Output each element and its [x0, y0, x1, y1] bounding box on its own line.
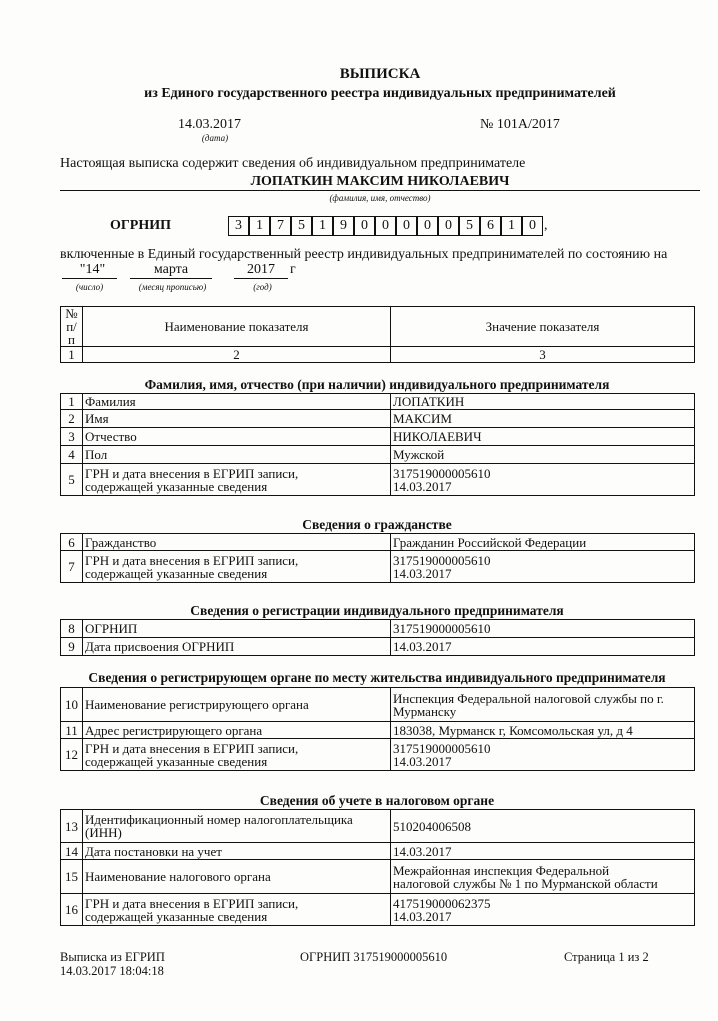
- row-name: Адрес регистрирующего органа: [83, 722, 391, 739]
- ogrnip-digit-box: 1: [312, 216, 333, 236]
- footer-timestamp: 14.03.2017 18:04:18: [60, 964, 164, 978]
- col-value-header: Значение показателя: [391, 307, 695, 347]
- document-subtitle: из Единого государственного реестра индивидуальных предпринимателей: [144, 86, 616, 101]
- footer-page-number: Страница 1 из 2: [564, 950, 649, 964]
- row-value: [391, 688, 695, 722]
- ogrnip-digit-box: 5: [291, 216, 312, 236]
- ogrnip-digit-box: 3: [228, 216, 249, 236]
- ogrnip-digit-box: 9: [333, 216, 354, 236]
- state-year-suffix: г: [290, 262, 296, 277]
- ogrnip-digit-box: 1: [249, 216, 270, 236]
- row-name: Гражданство: [83, 534, 391, 551]
- row-value-line: налоговой службы № 1 по Мурманской области: [393, 875, 658, 891]
- row-value: Мужской: [391, 446, 695, 464]
- footer-left: [60, 950, 165, 978]
- state-year: 2017: [247, 262, 275, 277]
- ogrnip-digit-box: 0: [417, 216, 438, 236]
- row-name-line: (ИНН): [85, 825, 122, 840]
- col-num-header: № п/п: [61, 307, 83, 347]
- document-title: ВЫПИСКА: [339, 66, 421, 82]
- row-number: 16: [61, 894, 83, 926]
- registration-table: [60, 619, 695, 656]
- ogrnip-digit-box: 1: [501, 216, 522, 236]
- row-number: 6: [61, 534, 83, 551]
- row-name: Фамилия: [83, 394, 391, 410]
- row-value: ЛОПАТКИН: [391, 394, 695, 410]
- row-name-line: ГРН и дата внесения в ЕГРИП записи,: [85, 740, 299, 756]
- row-number: 15: [61, 860, 83, 894]
- tax-table: [60, 809, 695, 926]
- entrepreneur-name: ЛОПАТКИН МАКСИМ НИКОЛАЕВИЧ: [250, 174, 510, 189]
- row-name: Отчество: [83, 428, 391, 446]
- row-number: 10: [61, 688, 83, 722]
- row-value-line: Инспекция Федеральной налоговой службы по г.: [393, 690, 664, 706]
- row-name-line: ГРН и дата внесения в ЕГРИП записи,: [85, 465, 299, 481]
- row-number: 2: [61, 410, 83, 428]
- ogrnip-digit-box: 0: [396, 216, 417, 236]
- month-caption: (месяц прописью): [138, 282, 207, 292]
- row-value: [391, 894, 695, 926]
- row-value-line: Мурманску: [393, 703, 457, 719]
- year-underline: [234, 278, 288, 279]
- row-value-line: 14.03.2017: [393, 478, 452, 494]
- citizenship-table: [60, 533, 695, 583]
- row-number: 8: [61, 620, 83, 638]
- ogrnip-digit-box: 0: [354, 216, 375, 236]
- fio-table: [60, 393, 695, 496]
- row-name-line: содержащей указанные сведения: [85, 565, 268, 581]
- col-index-2: 2: [83, 347, 391, 363]
- row-number: 9: [61, 638, 83, 656]
- row-number: 12: [61, 739, 83, 771]
- footer-doc-name: Выписка из ЕГРИП: [60, 950, 165, 964]
- row-name: Имя: [83, 410, 391, 428]
- row-value-line: 14.03.2017: [393, 908, 452, 924]
- row-value: [391, 551, 695, 583]
- row-name: Пол: [83, 446, 391, 464]
- row-value: НИКОЛАЕВИЧ: [391, 428, 695, 446]
- intro-text: Настоящая выписка содержит сведения об индивидуальном предпринимателе: [60, 156, 526, 171]
- extract-date: 14.03.2017: [178, 117, 241, 132]
- row-name-line: содержащей указанные сведения: [85, 908, 268, 924]
- row-value: 14.03.2017: [391, 638, 695, 656]
- row-value: 14.03.2017: [391, 843, 695, 860]
- ogrnip-digit-box: 7: [270, 216, 291, 236]
- row-value: Гражданин Российской Федерации: [391, 534, 695, 551]
- ogrnip-digit-box: 5: [459, 216, 480, 236]
- row-number: 13: [61, 810, 83, 843]
- row-value-line: Межрайонная инспекция Федеральной: [393, 862, 610, 878]
- row-name: [83, 739, 391, 771]
- ogrnip-trailing-comma: ,: [544, 218, 548, 233]
- row-name: Дата постановки на учет: [83, 843, 391, 860]
- row-name-line: ГРН и дата внесения в ЕГРИП записи,: [85, 895, 299, 911]
- row-name: [83, 551, 391, 583]
- day-caption: (число): [75, 282, 104, 292]
- row-value: 317519000005610: [391, 620, 695, 638]
- row-name: Наименование налогового органа: [83, 860, 391, 894]
- registry-state-text: включенные в Единый государственный реестр индивидуальных предпринимателей по состоянию на: [60, 247, 668, 262]
- row-value: [391, 860, 695, 894]
- month-underline: [130, 278, 212, 279]
- ogrnip-digit-box: 0: [438, 216, 459, 236]
- authority-table: [60, 687, 695, 771]
- col-index-1: 1: [61, 347, 83, 363]
- row-value: [391, 464, 695, 496]
- row-name-line: содержащей указанные сведения: [85, 478, 268, 494]
- indicators-header-table: [60, 306, 695, 363]
- row-value-line: 317519000005610: [393, 740, 491, 756]
- row-number: 5: [61, 464, 83, 496]
- row-value-line: 317519000005610: [393, 465, 491, 481]
- section-title-registration: Сведения о регистрации индивидуального предпринимателя: [190, 603, 564, 618]
- ogrnip-digit-box: 0: [375, 216, 396, 236]
- section-title-authority: Сведения о регистрирующем органе по месту жительства индивидуального предпринимателя: [88, 670, 666, 685]
- row-value-line: 417519000062375: [393, 895, 491, 911]
- row-number: 14: [61, 843, 83, 860]
- section-title-citizenship: Сведения о гражданстве: [302, 517, 452, 532]
- row-value-line: 317519000005610: [393, 552, 491, 568]
- row-name-line: ГРН и дата внесения в ЕГРИП записи,: [85, 552, 299, 568]
- date-caption: (дата): [201, 133, 229, 143]
- row-number: 1: [61, 394, 83, 410]
- row-name: [83, 464, 391, 496]
- section-title-tax: Сведения об учете в налоговом органе: [259, 793, 495, 808]
- row-name-line: содержащей указанные сведения: [85, 753, 268, 769]
- year-caption: (год): [253, 282, 272, 292]
- name-underline: [60, 190, 700, 191]
- row-value-line: 14.03.2017: [393, 753, 452, 769]
- row-name: Дата присвоения ОГРНИП: [83, 638, 391, 656]
- row-value: 183038, Мурманск г, Комсомольская ул, д 4: [391, 722, 695, 739]
- row-number: 3: [61, 428, 83, 446]
- ogrnip-label: ОГРНИП: [110, 218, 172, 233]
- row-value: [391, 739, 695, 771]
- row-value-line: 14.03.2017: [393, 565, 452, 581]
- row-value: МАКСИМ: [391, 410, 695, 428]
- row-value: 510204006508: [391, 810, 695, 843]
- state-month: марта: [153, 262, 189, 277]
- col-index-3: 3: [391, 347, 695, 363]
- row-name: [83, 894, 391, 926]
- extract-number: № 101А/2017: [480, 117, 560, 132]
- row-name: [83, 810, 391, 843]
- day-underline: [62, 278, 117, 279]
- col-name-header: Наименование показателя: [83, 307, 391, 347]
- section-title-fio: Фамилия, имя, отчество (при наличии) индивидуального предпринимателя: [144, 377, 610, 392]
- state-day: "14": [79, 262, 106, 277]
- row-name: Наименование регистрирующего органа: [83, 688, 391, 722]
- row-name: ОГРНИП: [83, 620, 391, 638]
- row-number: 11: [61, 722, 83, 739]
- footer-ogrnip: ОГРНИП 317519000005610: [300, 950, 448, 964]
- row-number: 4: [61, 446, 83, 464]
- row-name-line: Идентификационный номер налогоплательщика: [85, 812, 353, 827]
- row-number: 7: [61, 551, 83, 583]
- ogrnip-digit-box: 6: [480, 216, 501, 236]
- name-caption: (фамилия, имя, отчество): [329, 193, 431, 203]
- ogrnip-digit-box: 0: [522, 216, 543, 236]
